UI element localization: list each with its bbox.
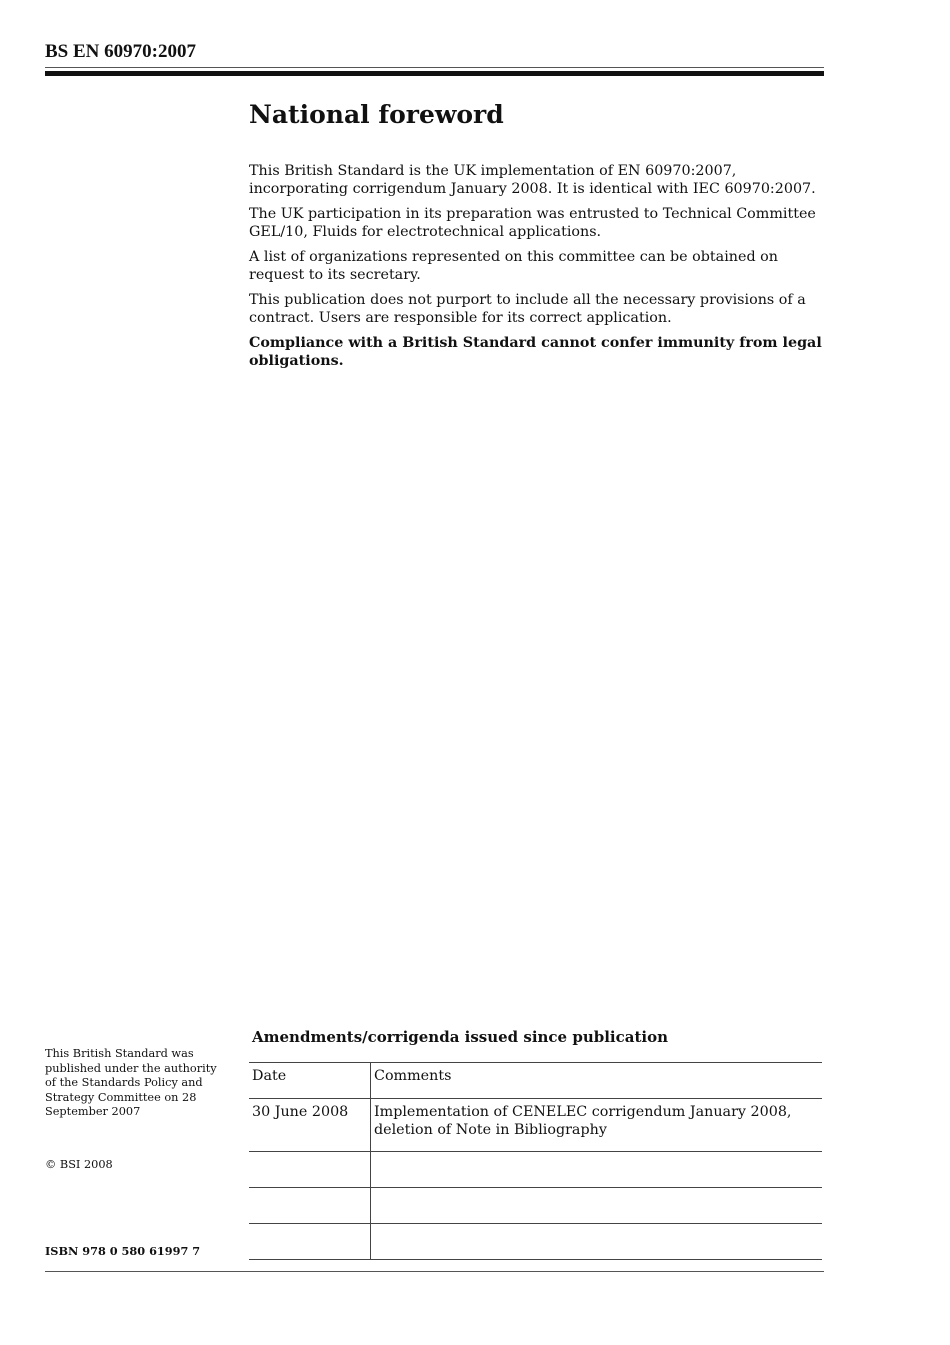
table-row [249, 1152, 822, 1188]
foreword-paragraph: A list of organizations represented on this committee can be obtained on request to its secretary. [249, 249, 778, 283]
header-divider-thin [45, 67, 824, 68]
footer-divider [45, 1271, 824, 1272]
isbn: ISBN 978 0 580 61997 7 [45, 1244, 201, 1258]
compliance-statement: Compliance with a British Standard cannot confer immunity from legal obligations. [249, 335, 822, 369]
amendment-comment [371, 1188, 823, 1224]
document-id: BS EN 60970:2007 [45, 41, 196, 62]
amendment-comment [371, 1224, 823, 1260]
amendments-title: Amendments/corrigenda issued since publication [252, 1028, 668, 1046]
foreword-paragraph: This British Standard is the UK implementation of EN 60970:2007, incorporating corrigendum January 2008. It is identical with IEC 60970:2007. [249, 163, 816, 197]
header-divider-thick [45, 71, 824, 76]
copyright-notice: © BSI 2008 [45, 1158, 113, 1171]
column-header-date: Date [249, 1063, 371, 1099]
table-row [249, 1099, 822, 1152]
foreword-paragraph: The UK participation in its preparation was entrusted to Technical Committee GEL/10, Fluids for electrotechnical applications. [249, 206, 816, 240]
amendment-date [249, 1224, 371, 1260]
amendment-date: 30 June 2008 [249, 1099, 371, 1152]
amendment-comment [371, 1152, 823, 1188]
table-row [249, 1188, 822, 1224]
amendment-date [249, 1188, 371, 1224]
foreword-paragraph: This publication does not purport to include all the necessary provisions of a contract. Users are responsible for its correct application. [249, 292, 806, 326]
amendment-comment: Implementation of CENELEC corrigendum January 2008, deletion of Note in Bibliography [371, 1099, 823, 1152]
page-title: National foreword [249, 100, 504, 129]
table-header-row [249, 1063, 822, 1099]
column-header-comments: Comments [371, 1063, 823, 1099]
publication-note: This British Standard was published under the authority of the Standards Policy and Strategy Committee on 28 September 2007 [45, 1047, 217, 1118]
amendments-table [249, 1062, 822, 1260]
amendment-date [249, 1152, 371, 1188]
table-row [249, 1224, 822, 1260]
foreword-body [249, 163, 829, 378]
